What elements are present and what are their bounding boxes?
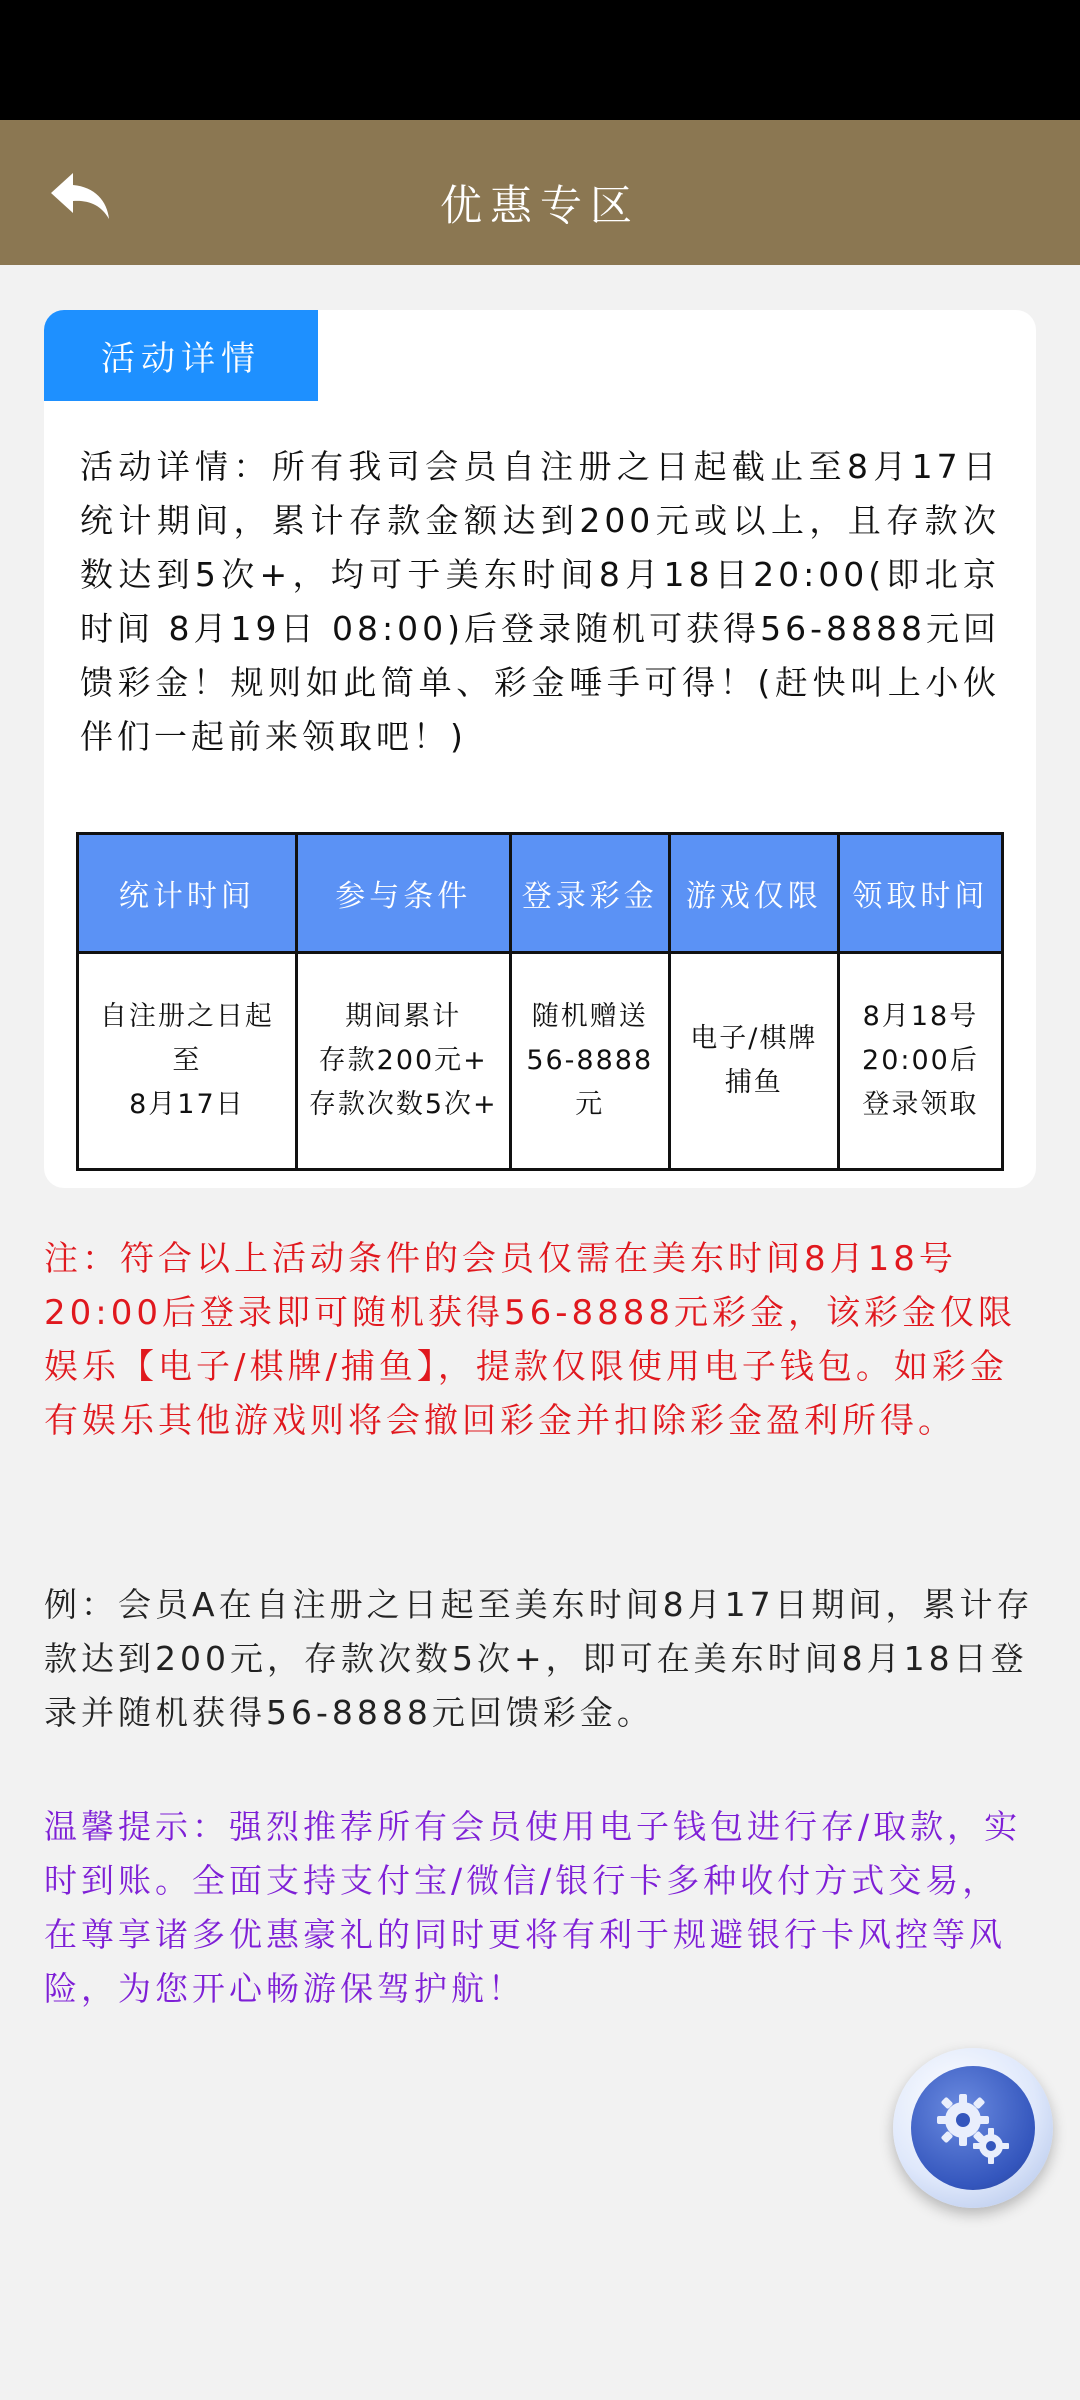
cell-line: 登录领取 [862,1089,979,1120]
table-header-cell: 统计时间 [78,834,297,953]
table-header-cell: 领取时间 [838,834,1002,953]
warm-tip-text: 温馨提示：强烈推荐所有会员使用电子钱包进行存/取款，实时到账。全面支持支付宝/微信/银行卡多种收付方式交易，在尊享诸多优惠豪礼的同时更将有利于规避银行卡风控等风险，为您开心畅游保驾护航！ [44,1807,1022,2008]
cell-line: 自注册之日起 [99,1001,274,1032]
table-cell-bonus [510,953,669,1170]
table-cell-conditions [296,953,510,1170]
cell-line: 期间累计 [345,1001,462,1032]
table-header-cell: 登录彩金 [510,834,669,953]
cell-line: 8月18号 [862,1001,979,1032]
cell-line: 20:00后 [862,1045,979,1076]
settings-fab-button[interactable] [893,2048,1053,2208]
fab-inner [911,2066,1035,2190]
activity-detail-card [44,310,1036,1188]
back-arrow-icon [47,169,113,225]
cell-line: 电子/棋牌 [690,1023,818,1054]
page-title: 优惠专区 [439,180,640,230]
activity-detail-text: 活动详情：所有我司会员自注册之日起截止至8月17日统计期间，累计存款金额达到200元或以上，且存款次数达到5次+，均可于美东时间8月18日20:00(即北京时间 8月19日 08:00)后登录随机可获得56-8888元回馈彩金！规则如此简单、彩金唾手可得！(赶快叫上小伙伴们一起前来领取吧！) [80,447,1000,756]
back-button[interactable] [40,162,120,232]
cell-line: 至 [172,1045,202,1076]
table-row [78,953,1003,1170]
cell-line: 56-8888元 [526,1045,654,1120]
status-bar [0,0,1080,120]
top-header [0,120,1080,265]
table-cell-claim-time [838,953,1002,1170]
table-header-row [78,834,1003,953]
cell-line: 随机赠送 [531,1001,648,1032]
gear-icon [925,2080,1021,2176]
cell-line: 存款次数5次+ [308,1089,498,1120]
example-text: 例：会员A在自注册之日起至美东时间8月17日期间，累计存款达到200元，存款次数5次+，即可在美东时间8月18日登录并随机获得56-8888元回馈彩金。 [44,1585,1034,1732]
table-cell-period [78,953,297,1170]
table-header-cell: 游戏仅限 [669,834,838,953]
rules-table [76,832,1004,1171]
cell-line: 存款200元+ [318,1045,488,1076]
note-text: 注：符合以上活动条件的会员仅需在美东时间8月18号20:00后登录即可随机获得56-8888元彩金，该彩金仅限娱乐【电子/棋牌/捕鱼】，提款仅限使用电子钱包。如彩金有娱乐其他游戏则将会撤回彩金并扣除彩金盈利所得。 [44,1239,1017,1441]
table-cell-games [669,953,838,1170]
cell-line: 8月17日 [129,1089,245,1120]
table-header-cell: 参与条件 [296,834,510,953]
activity-detail-tab[interactable]: 活动详情 [44,310,318,401]
cell-line: 捕鱼 [724,1067,783,1098]
